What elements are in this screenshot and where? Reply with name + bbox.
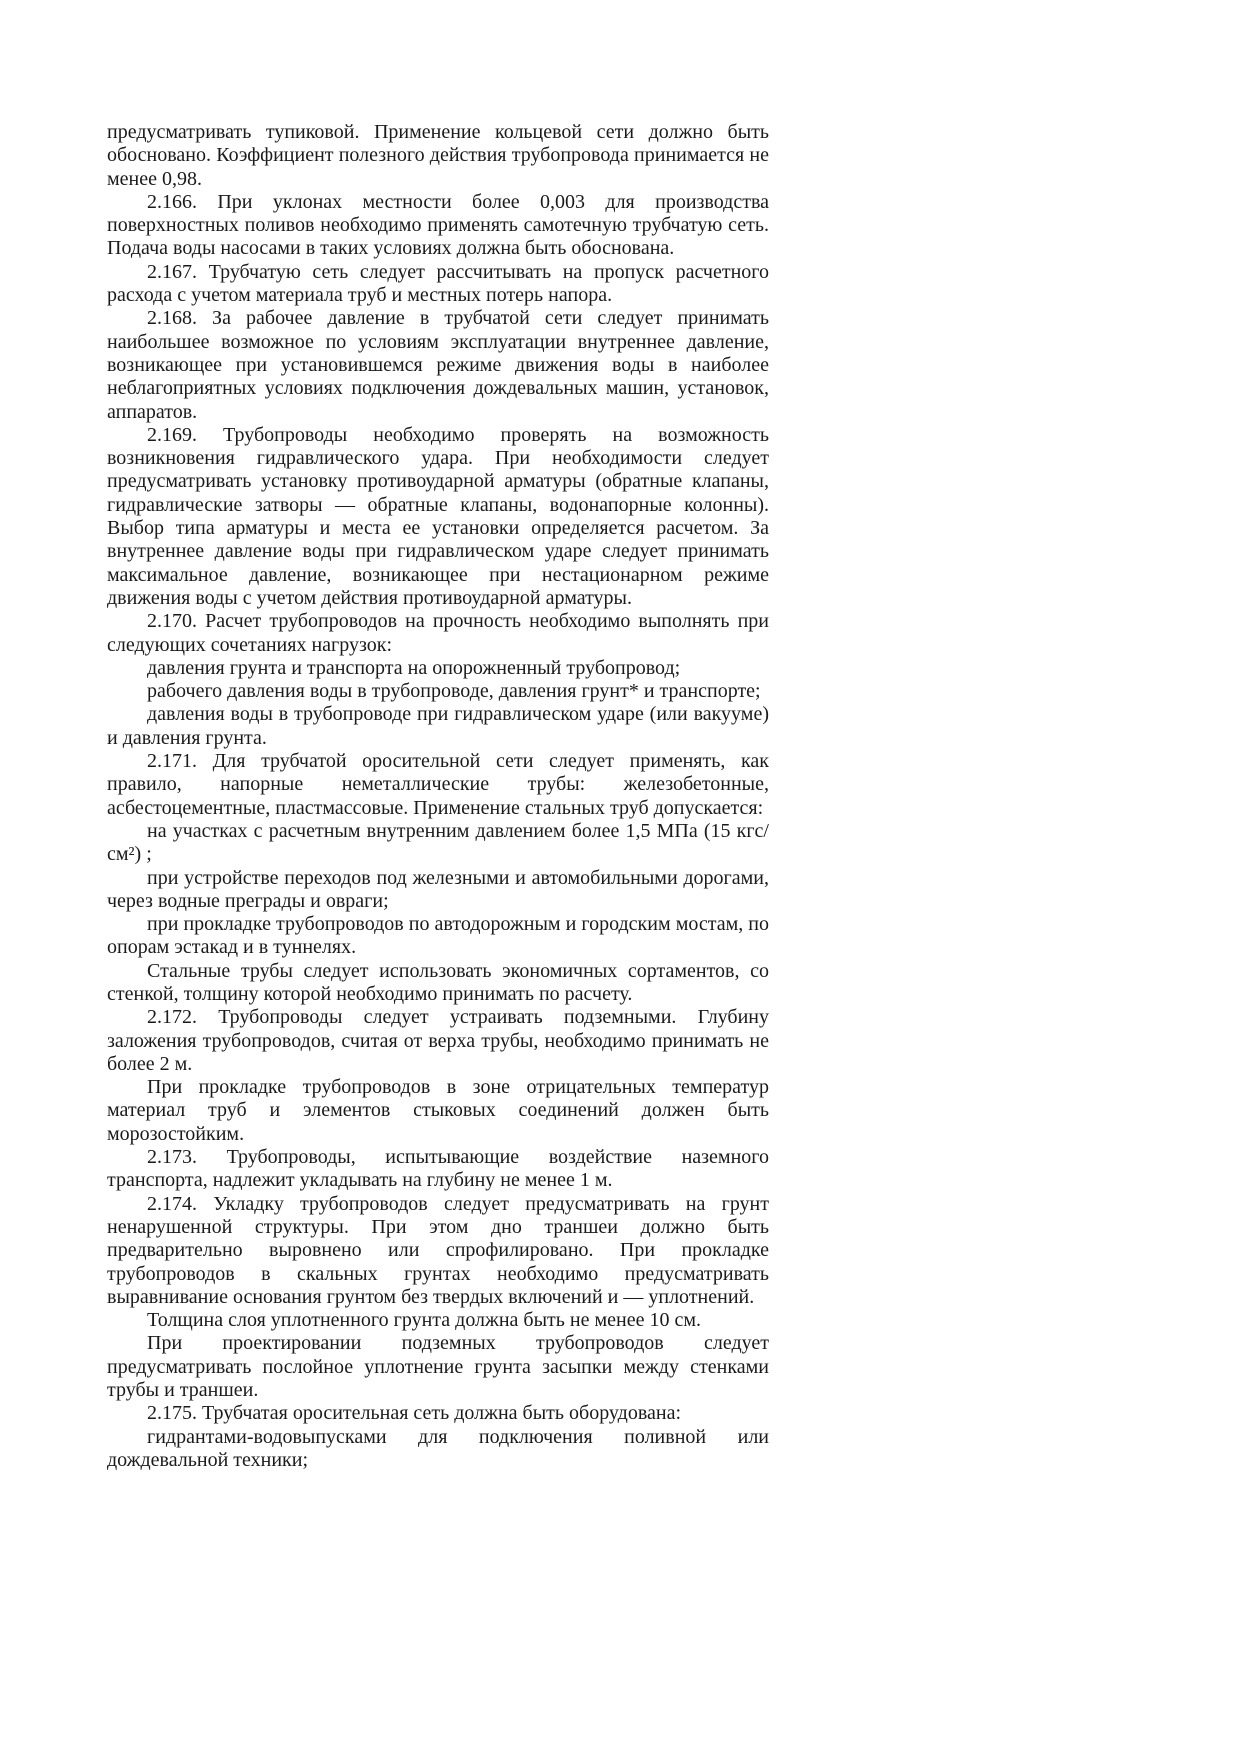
paragraph: 2.170. Расчет трубопроводов на прочность необходимо выполнять при следующих сочетаниях нагрузок:: [107, 610, 769, 656]
paragraph: на участках с расчетным внутренним давлением более 1,5 МПа (15 кгс/см²) ;: [107, 819, 769, 866]
paragraph: при устройстве переходов под железными и автомобильными дорогами, через водные преграды и овраги;: [107, 866, 769, 912]
paragraph: 2.172. Трубопроводы следует устраивать подземными. Глубину заложения трубопроводов, считая от верха трубы, необходимо принимать не более 2 м.: [107, 1006, 769, 1075]
paragraph: 2.167. Трубчатую сеть следует рассчитывать на пропуск расчетного расхода с учетом материала труб и местных потерь напора.: [107, 260, 769, 307]
paragraph: давления воды в трубопроводе при гидравлическом ударе (или вакууме) и давления грунта.: [107, 703, 769, 749]
paragraph: предусматривать тупиковой. Применение кольцевой сети должно быть обосновано. Коэффициент полезного действия трубопровода принимается не менее 0,98.: [107, 121, 769, 190]
paragraph: давления грунта и транспорта на опорожненный трубопровод;: [147, 656, 681, 679]
paragraph: При проектировании подземных трубопроводов следует предусматривать послойное уплотнение грунта засыпки между стенками трубы и траншеи.: [107, 1332, 769, 1402]
paragraph: При прокладке трубопроводов в зоне отрицательных температур материал труб и элементов стыковых соединений должен быть морозостойким.: [107, 1076, 769, 1145]
paragraph: 2.171. Для трубчатой оросительной сети следует применять, как правило, напорные неметаллические трубы: железобетонные, асбестоцементные, пластмассовые. Применение стальных труб допускается:: [107, 750, 769, 819]
paragraph: гидрантами-водовыпусками для подключения поливной или дождевальной техники;: [107, 1425, 769, 1471]
paragraph: рабочего давления воды в трубопроводе, давления грунт* и транспорте;: [147, 680, 761, 703]
document-text: [107, 121, 769, 1472]
paragraph: 2.166. При уклонах местности более 0,003 для производства поверхностных поливов необходимо применять самотечную трубчатую сеть. Подача воды насосами в таких условиях должна быть обоснована.: [107, 190, 769, 260]
paragraph: при прокладке трубопроводов по автодорожным и городским мостам, по опорам эстакад и в туннелях.: [107, 913, 769, 959]
paragraph: Стальные трубы следует использовать экономичных сортаментов, со стенкой, толщину которой необходимо принимать по расчету.: [107, 959, 769, 1005]
paragraph: 2.169. Трубопроводы необходимо проверять на возможность возникновения гидравлического удара. При необходимости следует предусматривать установку противоударной арматуры (обратные клапаны, гидравлические затворы — обратные клапаны, водонапорные колонны). Выбор типа арматуры и места ее установки определяется расчетом. За внутреннее давление воды при гидравлическом ударе следует принимать максимальное давление, возникающее при нестационарном режиме движения воды с учетом действия противоударной арматуры.: [107, 423, 769, 609]
paragraph: 2.173. Трубопроводы, испытывающие воздействие наземного транспорта, надлежит укладывать на глубину не менее 1 м.: [107, 1146, 769, 1192]
paragraph: 2.168. За рабочее давление в трубчатой сети следует принимать наибольшее возможное по условиям эксплуатации внутреннее давление, возникающее при установившемся режиме движения воды в наиболее неблагоприятных условиях подключения дождевальных машин, установок, аппаратов.: [107, 307, 769, 423]
paragraph: 2.174. Укладку трубопроводов следует предусматривать на грунт ненарушенной структуры. При этом дно траншеи должно быть предварительно выровнено или спрофилировано. При прокладке трубопроводов в скальных грунтах необходимо предусматривать выравнивание основания грунтом без твердых включений и — уплотнений.: [107, 1192, 769, 1308]
paragraph: Толщина слоя уплотненного грунта должна быть не менее 10 см.: [147, 1309, 702, 1332]
paragraph: 2.175. Трубчатая оросительная сеть должна быть оборудована:: [147, 1402, 682, 1425]
